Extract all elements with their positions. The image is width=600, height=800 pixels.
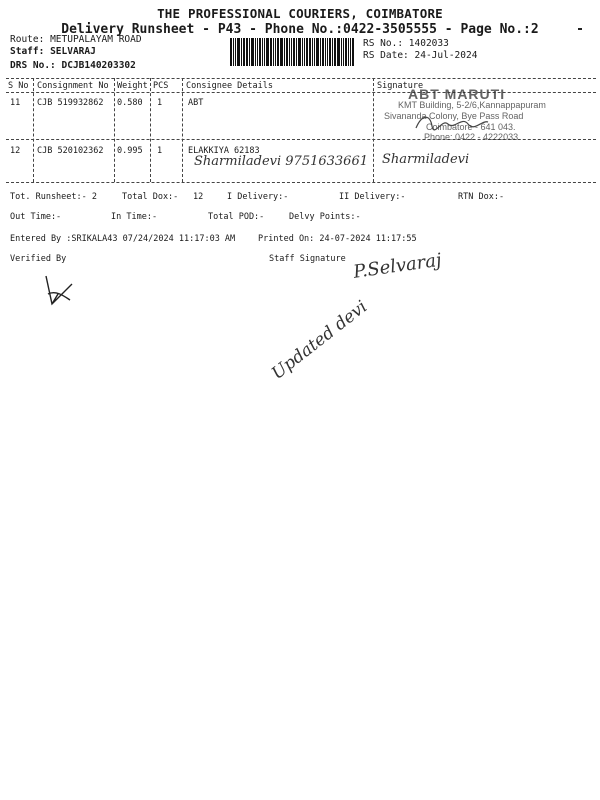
company-title: THE PROFESSIONAL COURIERS, COIMBATORE [157, 6, 443, 21]
entered-by: Entered By :SRIKALA43 07/24/2024 11:17:03 AM [10, 234, 236, 244]
rs-no-line [363, 38, 449, 49]
delvy-points: Delvy Points:- [289, 212, 361, 222]
stamp-address-line: KMT Building, 5-2/6,Kannappapuram [398, 100, 546, 110]
ii-delivery: II Delivery:- [339, 192, 406, 202]
verifier-tick-mark [38, 270, 78, 310]
row-pcs: 1 [157, 98, 163, 108]
total-dox-label: Total Dox:- [122, 192, 179, 202]
drs-line [10, 60, 136, 71]
handwritten-updated-note: Updated devi [268, 296, 372, 384]
row-consignment: CJB 519932862 [37, 98, 104, 108]
handwritten-receiver-signature: Sharmiladevi [382, 152, 470, 167]
rs-no-label: RS No.: [363, 38, 404, 49]
stamp-initial-scribble [412, 110, 492, 136]
out-time: Out Time:- [10, 212, 62, 222]
column-divider [373, 78, 374, 182]
col-header-weight: Weight [117, 81, 148, 91]
col-header-pcs: PCS [153, 81, 169, 91]
in-time: In Time:- [111, 212, 158, 222]
tot-runsheet: Tot. Runsheet:- 2 [10, 192, 97, 202]
stamp-phone-line: Phone: 0422 - 4222033 [424, 132, 519, 142]
route-line [10, 34, 142, 45]
column-divider [114, 78, 115, 182]
table-top-divider [6, 78, 596, 79]
table-bottom-divider [6, 182, 596, 183]
barcode-icon [230, 38, 356, 66]
col-header-signature: Signature [377, 81, 424, 91]
route-value: METUPALAYAM ROAD [50, 34, 142, 45]
stamp-address-line: Sivananda Colony, Bye Pass Road [384, 111, 524, 121]
staff-handwritten-signature: P.Selvaraj [352, 249, 443, 283]
runsheet-subtitle: Delivery Runsheet - P43 - Phone No.:0422-3505555 - Page No.:2 [61, 22, 539, 37]
printed-on: Printed On: 24-07-2024 11:17:55 [258, 234, 417, 244]
row-pcs: 1 [157, 146, 163, 156]
row-sno: 12 [10, 146, 21, 156]
drs-label: DRS No.: [10, 60, 56, 71]
row-consignee: ELAKKIYA 62183 [188, 146, 260, 156]
stamp-company-name: ABT MARUTI [408, 86, 506, 102]
column-divider [182, 78, 183, 182]
row-weight: 0.995 [117, 146, 143, 156]
row-consignee: ABT [188, 98, 204, 108]
staff-value: SELVARAJ [50, 46, 96, 57]
rtn-dox: RTN Dox:- [458, 192, 505, 202]
column-divider [150, 78, 151, 182]
i-delivery: I Delivery:- [227, 192, 289, 202]
staff-signature-label: Staff Signature [269, 254, 346, 264]
row-consignment: CJB 520102362 [37, 146, 104, 156]
handwritten-receiver-details: Sharmiladevi 9751633661 [194, 154, 368, 169]
rs-no-value: 1402033 [408, 38, 449, 49]
row-sno: 11 [10, 98, 21, 108]
total-pod: Total POD:- [208, 212, 265, 222]
rs-date-label: RS Date: [363, 50, 409, 61]
total-dox-value: 12 [193, 192, 204, 202]
staff-label: Staff: [10, 46, 45, 57]
col-header-consignee: Consignee Details [186, 81, 273, 91]
row-weight: 0.580 [117, 98, 143, 108]
column-divider [33, 78, 34, 182]
route-label: Route: [10, 34, 45, 45]
rs-date-line [363, 50, 477, 61]
col-header-consignment: Consignment No [37, 81, 109, 91]
staff-line [10, 46, 96, 57]
col-header-sno: S No [8, 81, 29, 91]
rs-date-value: 24-Jul-2024 [414, 50, 478, 61]
drs-value: DCJB140203302 [61, 60, 136, 71]
stamp-city-line: Coimbatore - 641 043. [426, 122, 516, 132]
verified-by-label: Verified By [10, 254, 67, 264]
